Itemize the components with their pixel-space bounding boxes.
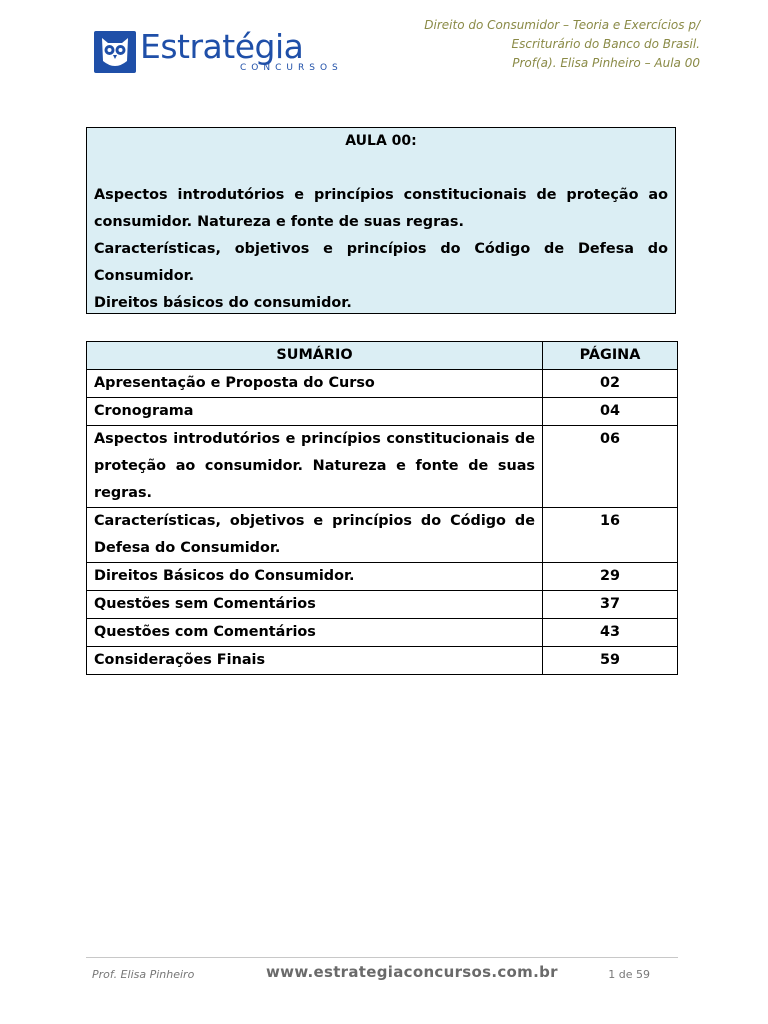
course-header	[424, 16, 700, 73]
summary-page-number: 04	[543, 398, 678, 426]
footer-professor: Prof. Elisa Pinheiro	[92, 968, 195, 981]
table-row	[87, 563, 678, 591]
table-row	[87, 426, 678, 508]
page-indicator: 1 de 59	[608, 968, 650, 981]
summary-page-number: 06	[543, 426, 678, 508]
summary-page-number: 59	[543, 647, 678, 675]
summary-page-number: 43	[543, 619, 678, 647]
summary-topic: Considerações Finais	[87, 647, 543, 675]
aula-title: AULA 00:	[345, 133, 417, 149]
table-row	[87, 508, 678, 563]
course-professor-line: Prof(a). Elisa Pinheiro – Aula 00	[512, 56, 700, 70]
summary-topic: Questões com Comentários	[87, 619, 543, 647]
summary-topic: Questões sem Comentários	[87, 591, 543, 619]
summary-page-number: 37	[543, 591, 678, 619]
summary-topic: Aspectos introdutórios e princípios constitucionais de proteção ao consumidor. Natureza e fonte de suas regras.	[87, 426, 543, 508]
owl-logo-icon	[94, 31, 136, 73]
summary-topic: Características, objetivos e princípios do Código de Defesa do Consumidor.	[87, 508, 543, 563]
logo-tagline: CONCURSOS	[240, 63, 343, 73]
page-column-header: PÁGINA	[543, 342, 678, 370]
summary-topic: Cronograma	[87, 398, 543, 426]
aula-topic: Aspectos introdutórios e princípios constitucionais de proteção ao consumidor. Natureza e fonte de suas regras.	[94, 187, 668, 230]
summary-page-number: 16	[543, 508, 678, 563]
aula-box	[86, 127, 676, 314]
aula-topics	[94, 182, 668, 317]
page-footer	[86, 957, 678, 988]
table-row	[87, 398, 678, 426]
table-row	[87, 591, 678, 619]
table-row	[87, 370, 678, 398]
summary-header-row	[87, 342, 678, 370]
aula-topic: Direitos básicos do consumidor.	[94, 295, 352, 311]
logo-name: Estratégia	[140, 27, 304, 66]
brand-logo	[94, 27, 343, 75]
summary-table	[86, 341, 678, 675]
summary-topic: Apresentação e Proposta do Curso	[87, 370, 543, 398]
summary-page-number: 02	[543, 370, 678, 398]
footer-website-link[interactable]: www.estrategiaconcursos.com.br	[266, 963, 558, 981]
course-target-line: Escriturário do Banco do Brasil.	[511, 37, 700, 51]
summary-page-number: 29	[543, 563, 678, 591]
table-row	[87, 647, 678, 675]
aula-topic: Características, objetivos e princípios do Código de Defesa do Consumidor.	[94, 241, 668, 284]
course-title-line: Direito do Consumidor – Teoria e Exercícios p/	[424, 18, 700, 32]
table-row	[87, 619, 678, 647]
summary-column-header: SUMÁRIO	[87, 342, 543, 370]
summary-topic: Direitos Básicos do Consumidor.	[87, 563, 543, 591]
